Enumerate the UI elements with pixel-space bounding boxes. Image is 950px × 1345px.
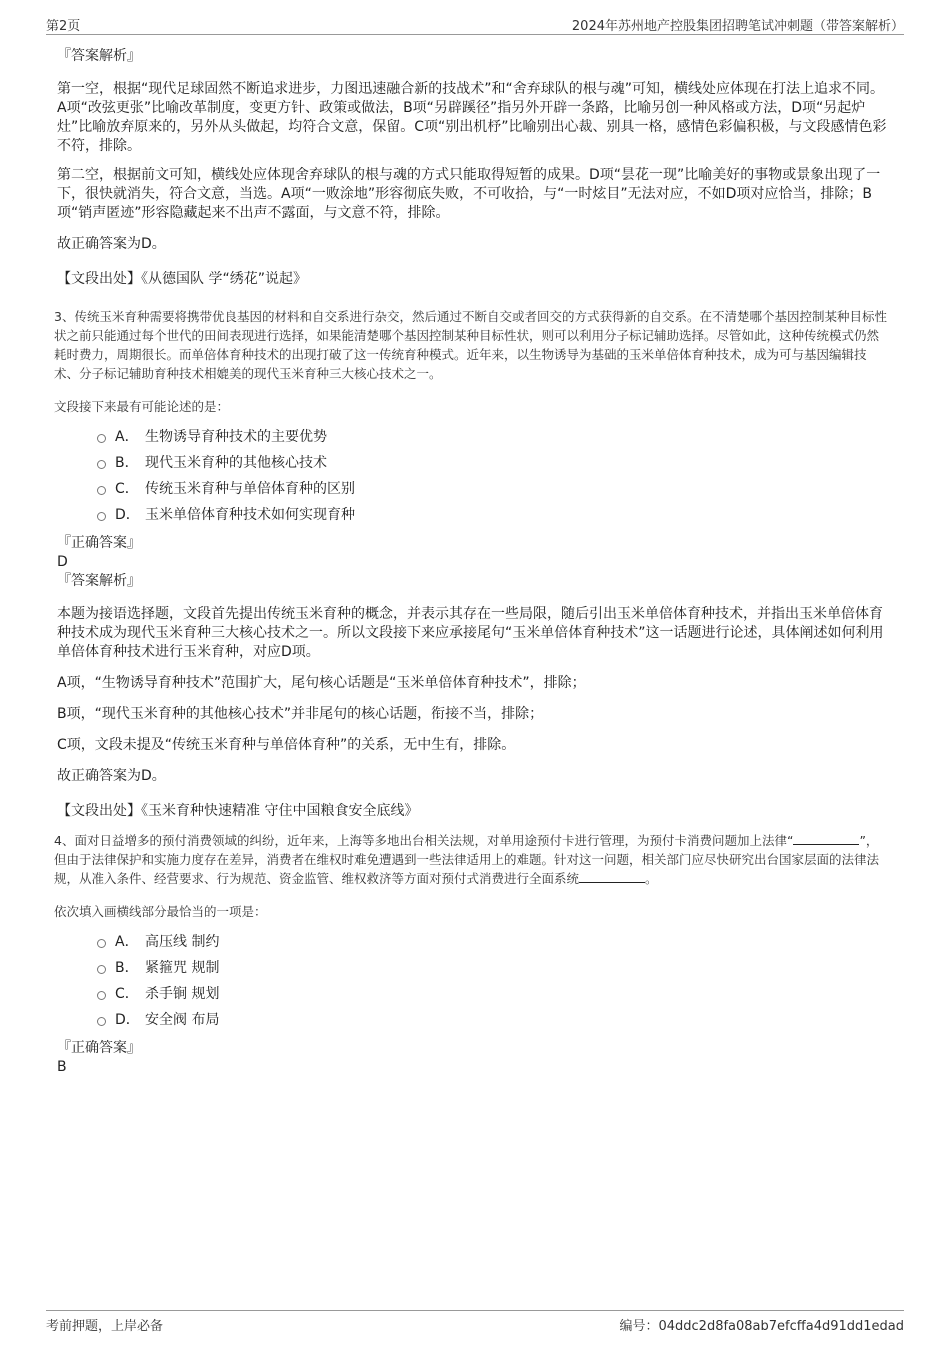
q3-stem: 3、传统玉米育种需要将携带优良基因的材料和自交系进行杂交，然后通过不断自交或者回交的方式获得新的自交系。在不清楚哪个基因控制某种目标性状之前只能通过每个世代的田间表现进行选择，如果能清楚哪个基因控制某种目标性状，则可以利用分子标记辅助选择。尽管如此，这种传统模式仍然耗时费力，周期很长。而单倍体育种技术的出现打破了这一传统育种模式。近年来，以生物诱导为基础的玉米单倍体育种技术，成为可与基因编辑技术、分子标记辅助育种技术相媲美的现代玉米育种三大核心技术之一。 <box>54 309 887 381</box>
radio-icon[interactable] <box>97 965 106 974</box>
q3-note-c: C项，文段未提及“传统玉米育种与单倍体育种”的关系，无中生有，排除。 <box>57 737 516 753</box>
document-title: 2024年苏州地产控股集团招聘笔试冲刺题（带答案解析） <box>571 19 904 34</box>
radio-icon[interactable] <box>97 1017 106 1026</box>
q2-source: 【文段出处】《从德国队 学“绣花”说起》 <box>57 271 307 287</box>
q4-option-a[interactable]: A． 高压线 制约 <box>97 929 887 955</box>
footer-slogan: 考前押题，上岸必备 <box>46 1319 164 1334</box>
fill-blank-1 <box>793 832 859 845</box>
q3-analysis-label: 『答案解析』 <box>57 573 141 589</box>
q3-option-b[interactable]: B． 现代玉米育种的其他核心技术 <box>97 450 887 476</box>
q3-answer: D <box>57 554 68 570</box>
radio-icon[interactable] <box>97 460 106 469</box>
radio-icon[interactable] <box>97 512 106 521</box>
q2-analysis-para1: 第一空，根据“现代足球固然不断追求进步，力图迅速融合新的技战术”和“舍弃球队的根与魂”可知，横线处应体现在打法上追求不同。A项“改弦更张”比喻改革制度，变更方针、政策或做法，B项“另辟蹊径”指另外开辟一条路，比喻另创一种风格或方法，D项“另起炉灶”比喻放弃原来的，另外从头做起，均符合文意，保留。C项“别出机杼”比喻别出心裁、别具一格，感情色彩偏积极，与文段感情色彩不符，排除。 <box>57 81 887 154</box>
q4-prompt: 依次填入画横线部分最恰当的一项是： <box>54 904 267 919</box>
q4-answer: B <box>57 1059 67 1075</box>
page-number: 第2页 <box>46 19 81 34</box>
q4-option-b[interactable]: B． 紧箍咒 规制 <box>97 955 887 981</box>
radio-icon[interactable] <box>97 939 106 948</box>
q4-option-d[interactable]: D． 安全阀 布局 <box>97 1007 887 1033</box>
radio-icon[interactable] <box>97 486 106 495</box>
fill-blank-2 <box>579 870 645 883</box>
q2-conclusion: 故正确答案为D。 <box>57 236 166 252</box>
q3-note-b: B项，“现代玉米育种的其他核心技术”并非尾句的核心话题，衔接不当，排除； <box>57 706 544 722</box>
page-footer <box>46 1310 904 1334</box>
document-id: 编号：04ddc2d8fa08ab7efcffa4d91dd1edad <box>619 1319 904 1334</box>
q4-stem: 4、面对日益增多的预付消费领域的纠纷，近年来，上海等多地出台相关法规，对单用途预付卡进行管理，为预付卡消费问题加上法律“ ”，但由于法律保护和实施力度存在差异，消费者在维权时难免遭遇到一些法律适用上的难题。针对这一问题，相关部门应尽快研究出台国家层面的法律法规，从准入条件、经营要求、行为规范、资金监管、维权救济等方面对预付式消费进行全面系统 。 <box>54 833 880 886</box>
q3-answer-label: 『正确答案』 <box>57 535 141 551</box>
q2-analysis-para2: 第二空，根据前文可知，横线处应体现舍弃球队的根与魂的方式只能取得短暂的成果。D项“昙花一现”比喻美好的事物或景象出现了一下，很快就消失，符合文意，当选。A项“一败涂地”形容彻底失败，不可收拾，与“一时炫目”无法对应，不如D项对应恰当，排除；B项“销声匿迹”形容隐藏起来不出声不露面，与文意不符，排除。 <box>57 167 881 221</box>
radio-icon[interactable] <box>97 991 106 1000</box>
q3-options <box>97 424 887 528</box>
page-header <box>46 14 904 35</box>
q3-option-c[interactable]: C． 传统玉米育种与单倍体育种的区别 <box>97 476 887 502</box>
page-content <box>54 44 887 1077</box>
q3-note-a: A项，“生物诱导育种技术”范围扩大，尾句核心话题是“玉米单倍体育种技术”，排除； <box>57 675 586 691</box>
q4-options <box>97 929 887 1033</box>
q4-answer-label: 『正确答案』 <box>57 1040 141 1056</box>
q3-conclusion: 故正确答案为D。 <box>57 768 166 784</box>
q3-option-a[interactable]: A． 生物诱导育种技术的主要优势 <box>97 424 887 450</box>
q2-analysis-label: 『答案解析』 <box>57 48 141 64</box>
q3-source: 【文段出处】《玉米育种快速精准 守住中国粮食安全底线》 <box>57 803 419 819</box>
q3-prompt: 文段接下来最有可能论述的是： <box>54 399 230 414</box>
q4-option-c[interactable]: C． 杀手锏 规划 <box>97 981 887 1007</box>
q3-option-d[interactable]: D． 玉米单倍体育种技术如何实现育种 <box>97 502 887 528</box>
q3-analysis: 本题为接语选择题，文段首先提出传统玉米育种的概念，并表示其存在一些局限，随后引出玉米单倍体育种技术，并指出玉米单倍体育种技术成为现代玉米育种三大核心技术之一。所以文段接下来应承接尾句“玉米单倍体育种技术”这一话题进行论述，具体阐述如何利用单倍体育种技术进行玉米育种，对应D项。 <box>57 606 884 660</box>
radio-icon[interactable] <box>97 434 106 443</box>
